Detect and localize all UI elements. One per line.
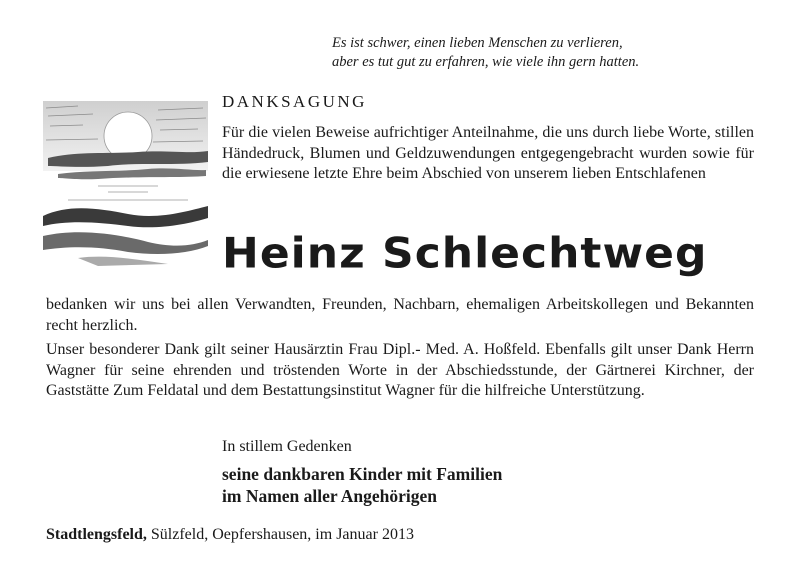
closing-greeting: In stillem Gedenken xyxy=(222,438,352,455)
signers-line-2: im Namen aller Angehörigen xyxy=(222,486,438,506)
signers xyxy=(222,463,502,507)
intro-paragraph: Für die vielen Beweise aufrichtiger Anteilnahme, die uns durch liebe Worte, stillen Händedruck, Blumen und Geldzuwendungen entgegengebracht wurden sowie für die erwiesene letzte Ehre beim Abschied von unserem lieben Entschlafenen xyxy=(222,124,754,182)
motto-line-2: aber es tut gut zu erfahren, wie viele ihn gern hatten. xyxy=(332,54,640,70)
thanks-paragraph: bedanken wir uns bei allen Verwandten, Freunden, Nachbarn, ehemaligen Arbeitskollegen und Bekannten recht herzlich. xyxy=(46,296,754,334)
sunset-landscape-sketch-icon xyxy=(38,96,213,268)
motto-quote xyxy=(332,34,752,72)
place-main: Stadtlengsfeld, xyxy=(46,526,147,543)
place-date-line xyxy=(46,526,414,544)
page-title: DANKSAGUNG xyxy=(222,92,367,111)
signers-line-1: seine dankbaren Kinder mit Familien xyxy=(222,464,503,484)
place-rest: Sülzfeld, Oepfershausen, im Januar 2013 xyxy=(146,526,414,543)
motto-line-1: Es ist schwer, einen lieben Menschen zu verlieren, xyxy=(332,35,623,51)
deceased-name: Heinz Schlechtweg xyxy=(222,229,708,278)
special-thanks-paragraph: Unser besonderer Dank gilt seiner Hausärztin Frau Dipl.- Med. A. Hoßfeld. Ebenfalls gilt unser Dank Herrn Wagner für seine ehrenden und tröstenden Worte in der Abschiedsstunde, der Gärtnerei Kirchner, der Gaststätte Zum Feldatal und dem Bestattungsinstitut Wagner für die hilfreiche Unterstützung. xyxy=(46,341,754,399)
